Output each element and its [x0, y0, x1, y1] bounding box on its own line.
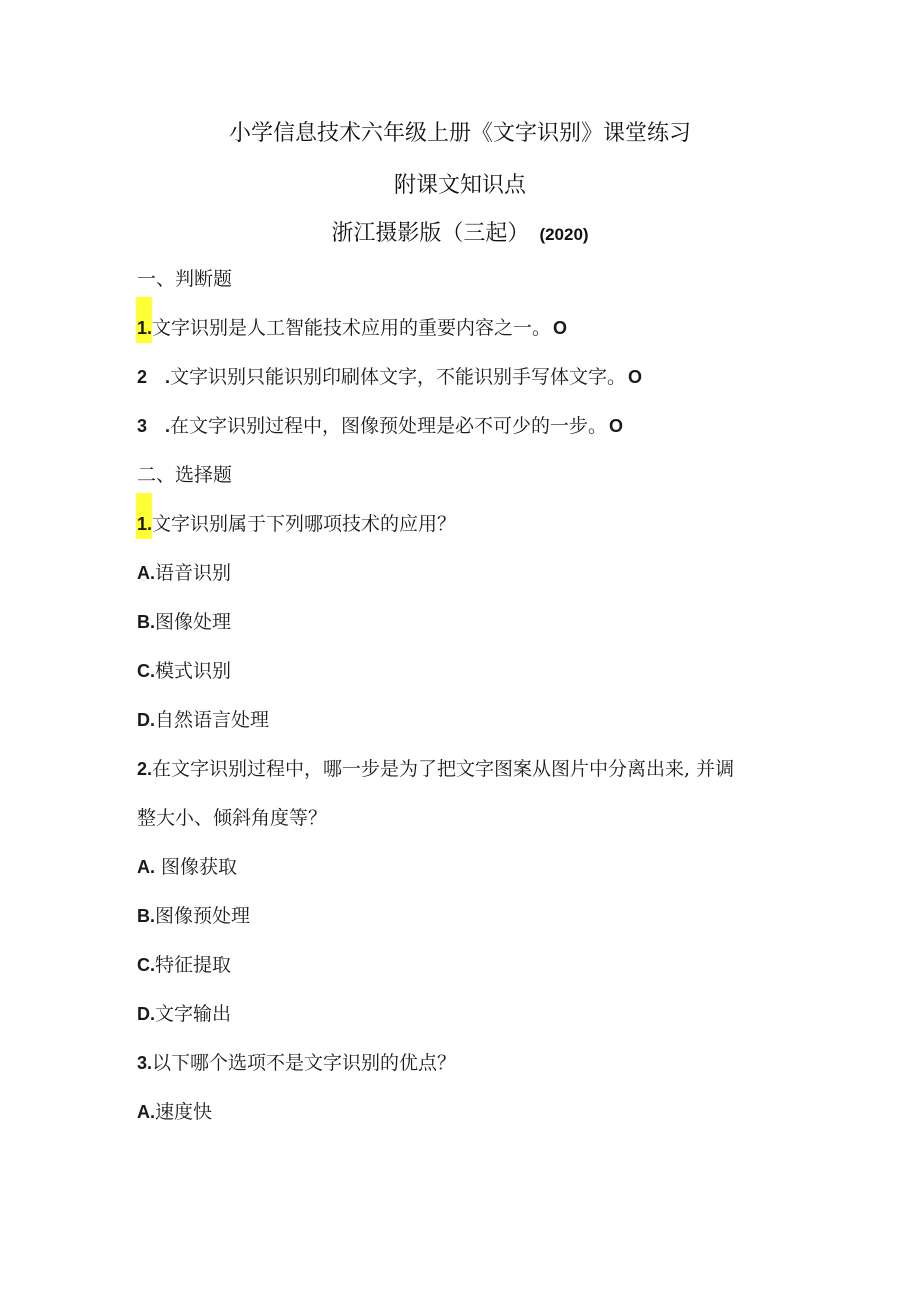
edition-year: (2020): [539, 225, 589, 244]
option-text: 文字输出: [155, 1003, 232, 1025]
option-text: 图像处理: [155, 611, 232, 633]
item-text: 文字识别只能识别印刷体文字，不能识别手写体文字。: [170, 366, 627, 388]
option-label: A.: [137, 563, 155, 583]
question-stem: [137, 756, 734, 782]
section-heading-multiple-choice: 二、选择题: [137, 464, 233, 486]
document-title: 小学信息技术六年级上册《文字识别》课堂练习: [228, 121, 691, 146]
true-false-item: [137, 364, 642, 390]
option-label: B.: [137, 612, 155, 632]
item-text: 在文字识别过程中，图像预处理是必不可少的一步。: [170, 415, 608, 437]
option-text: 自然语言处理: [155, 709, 270, 731]
option-text: 特征提取: [155, 954, 232, 976]
option-text: 语音识别: [155, 562, 232, 584]
option-item: [137, 658, 231, 684]
question-stem: [137, 1050, 456, 1076]
edition-name: 浙江摄影版（三起）: [331, 221, 530, 246]
option-label: A.: [137, 857, 155, 877]
section-heading-true-false: 一、判断题: [137, 268, 233, 290]
option-item: [137, 707, 269, 733]
option-text: 模式识别: [155, 660, 232, 682]
item-number: 3 .: [137, 416, 171, 436]
option-text: 图像获取: [155, 856, 238, 878]
item-answer-mark: O: [553, 318, 568, 338]
option-item: [137, 1001, 231, 1027]
question-text: 以下哪个选项不是文字识别的优点？: [152, 1052, 457, 1074]
option-item: [137, 560, 231, 586]
document-edition: [0, 216, 920, 247]
item-number: 1.: [137, 318, 153, 338]
question-stem-continued: 整大小、倾斜角度等？: [137, 807, 328, 829]
option-item: [137, 1099, 212, 1125]
document-subtitle: 附课文知识点: [393, 173, 526, 198]
question-number: 2.: [137, 759, 153, 779]
question-stem: [137, 511, 456, 537]
item-number: 2 .: [137, 367, 171, 387]
option-item: [137, 854, 237, 880]
option-label: D.: [137, 710, 155, 730]
option-text: 速度快: [155, 1101, 213, 1123]
question-text: 在文字识别过程中，哪一步是为了把文字图案从图片中分离出来, 并调: [152, 758, 735, 780]
option-item: [137, 609, 231, 635]
true-false-item: [137, 413, 623, 439]
item-text: 文字识别是人工智能技术应用的重要内容之一。: [152, 317, 552, 339]
question-text: 文字识别属于下列哪项技术的应用？: [152, 513, 457, 535]
option-label: B.: [137, 906, 155, 926]
option-text: 图像预处理: [155, 905, 251, 927]
item-answer-mark: O: [628, 367, 643, 387]
true-false-item: [137, 315, 567, 341]
option-item: [137, 952, 231, 978]
item-answer-mark: O: [609, 416, 624, 436]
option-label: A.: [137, 1102, 155, 1122]
option-item: [137, 903, 250, 929]
option-label: C.: [137, 661, 155, 681]
question-number: 3.: [137, 1053, 153, 1073]
option-label: D.: [137, 1004, 155, 1024]
question-number: 1.: [137, 514, 153, 534]
option-label: C.: [137, 955, 155, 975]
